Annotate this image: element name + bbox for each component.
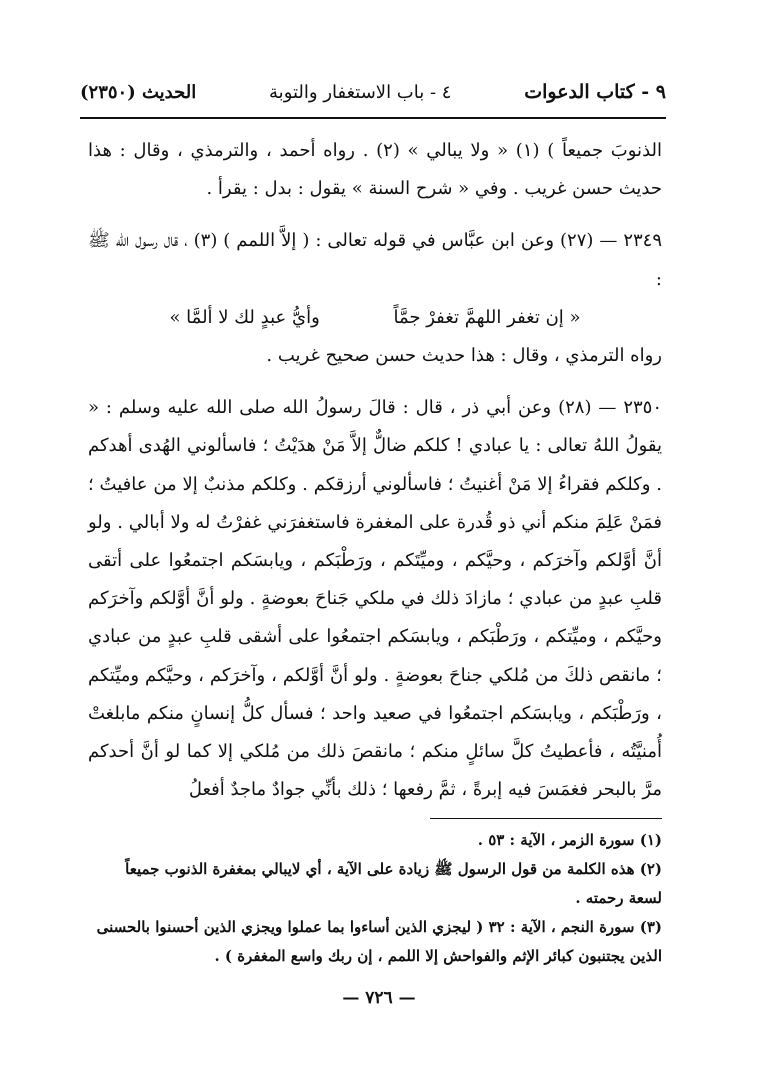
footnotes <box>88 826 662 971</box>
header-rule <box>80 117 666 119</box>
verse-left-hemistich: وأيُّ عبدٍ لك لا ألمَّا » <box>169 306 320 328</box>
paragraph-continuation: الذنوبَ جميعاً ) (١) « ولا يبالي » (٢) . رواه أحمد ، والترمذي ، وقال : هذا حديث حسن غريب . وفي « شرح السنة » يقول : بدل : يقرأ . <box>88 140 662 200</box>
hadith-2350-text: ٢٣٥٠ — (٢٨) وعن أبي ذر ، قال : قالَ رسولُ الله صلى الله عليه وسلم : « يقولُ اللهُ تعالى : يا عبادي ! كلكم ضالٌّ إلاَّ مَنْ هدَيْتُ ؛ فاسألوني الهُدى أهدكم . وكلكم فقراءُ إلا مَنْ أغنيتُ ؛ فاسألوني أرزقكم . وكلكم مذنبٌ إلا من عافيتُ ؛ فمَنْ عَلِمَ منكم أني ذو قُدرة على المغفرة فاستغفرَني غفرْتُ له ولا أبالي . ولو أنَّ أوَّلكم وآخرَكم ، وحيَّكم ، وميِّتَكم ، ورَطْبَكم ، ويابسَكم اجتمعُوا على أتقى قلبِ عبدٍ من عبادي ؛ مازادَ ذلك في ملكي جَناحَ بعوضةٍ . ولو أنَّ أوَّلكم وآخرَكم وحيَّكم ، وميِّتكم ، ورَطْبَكم ، ويابسَكم اجتمعُوا على أشقى قلبِ عبدٍ من عبادي ؛ مانقص ذلكَ من مُلكي جناحَ بعوضةٍ . ولو أنَّ أوَّلكم ، وآخرَكم ، وحيَّكم وميِّتكم ، ورَطْبَكم ، ويابسَكم اجتمعُوا في صعيد واحد ؛ فسأل كلُّ إنسانٍ منكم مابلغتْ أُمنيَّتُه ، فأعطيتُ كلَّ سائلٍ منكم ؛ مانقصَ ذلك من مُلكي إلا كما لو أنَّ أحدكم مرَّ بالبحر فغمَسَ فيه إبرةً ، ثمَّ رفعها ؛ ذلك بأنِّي جوادٌ ماجدٌ أفعلُ <box>88 397 663 801</box>
footnote-2: (٢) هذه الكلمة من قول الرسول ﷺ زيادة على الآية ، أي لايبالي بمغفرة الذنوب جميعاً لسعة رحمته . <box>125 860 662 907</box>
main-text <box>88 132 662 809</box>
spacer <box>88 208 662 222</box>
spacer <box>88 375 662 389</box>
footnote-rule <box>430 818 662 819</box>
footnote-3: (٣) سورة النجم ، الآية : ٣٢ ( ليجزي الذين أساءوا بما عملوا ويجزي الذين أحسنوا بالحسنى الذين يجتنبون كبائر الإثم والفواحش إلا اللمم ، إن ربك واسع المغفرة ) . <box>96 918 662 965</box>
page-number: — ٧٢٦ — <box>342 988 416 1008</box>
chapter-title: ٩ - كتاب الدعوات <box>524 81 666 103</box>
verse-right-hemistich: « إن تغفر اللهمَّ تغفرْ جمَّاً <box>393 306 581 328</box>
section-title: ٤ - باب الاستغفار والتوبة <box>269 81 452 103</box>
hadith-2349-verse <box>88 299 662 337</box>
running-header <box>80 72 666 112</box>
footnote-1: (١) سورة الزمر ، الآية : ٥٣ . <box>477 831 662 849</box>
hadith-reference: الحديث (٢٣٥٠) <box>80 81 197 103</box>
hadith-2349-intro: ٢٣٤٩ — (٢٧) وعن ابن عبَّاس في قوله تعالى : ( إلاَّ اللمم ) (٣) ، قال رسول الله ﷺ : <box>88 230 663 290</box>
hadith-2349-source: رواه الترمذي ، وقال : هذا حديث حسن صحيح غريب . <box>266 345 662 367</box>
